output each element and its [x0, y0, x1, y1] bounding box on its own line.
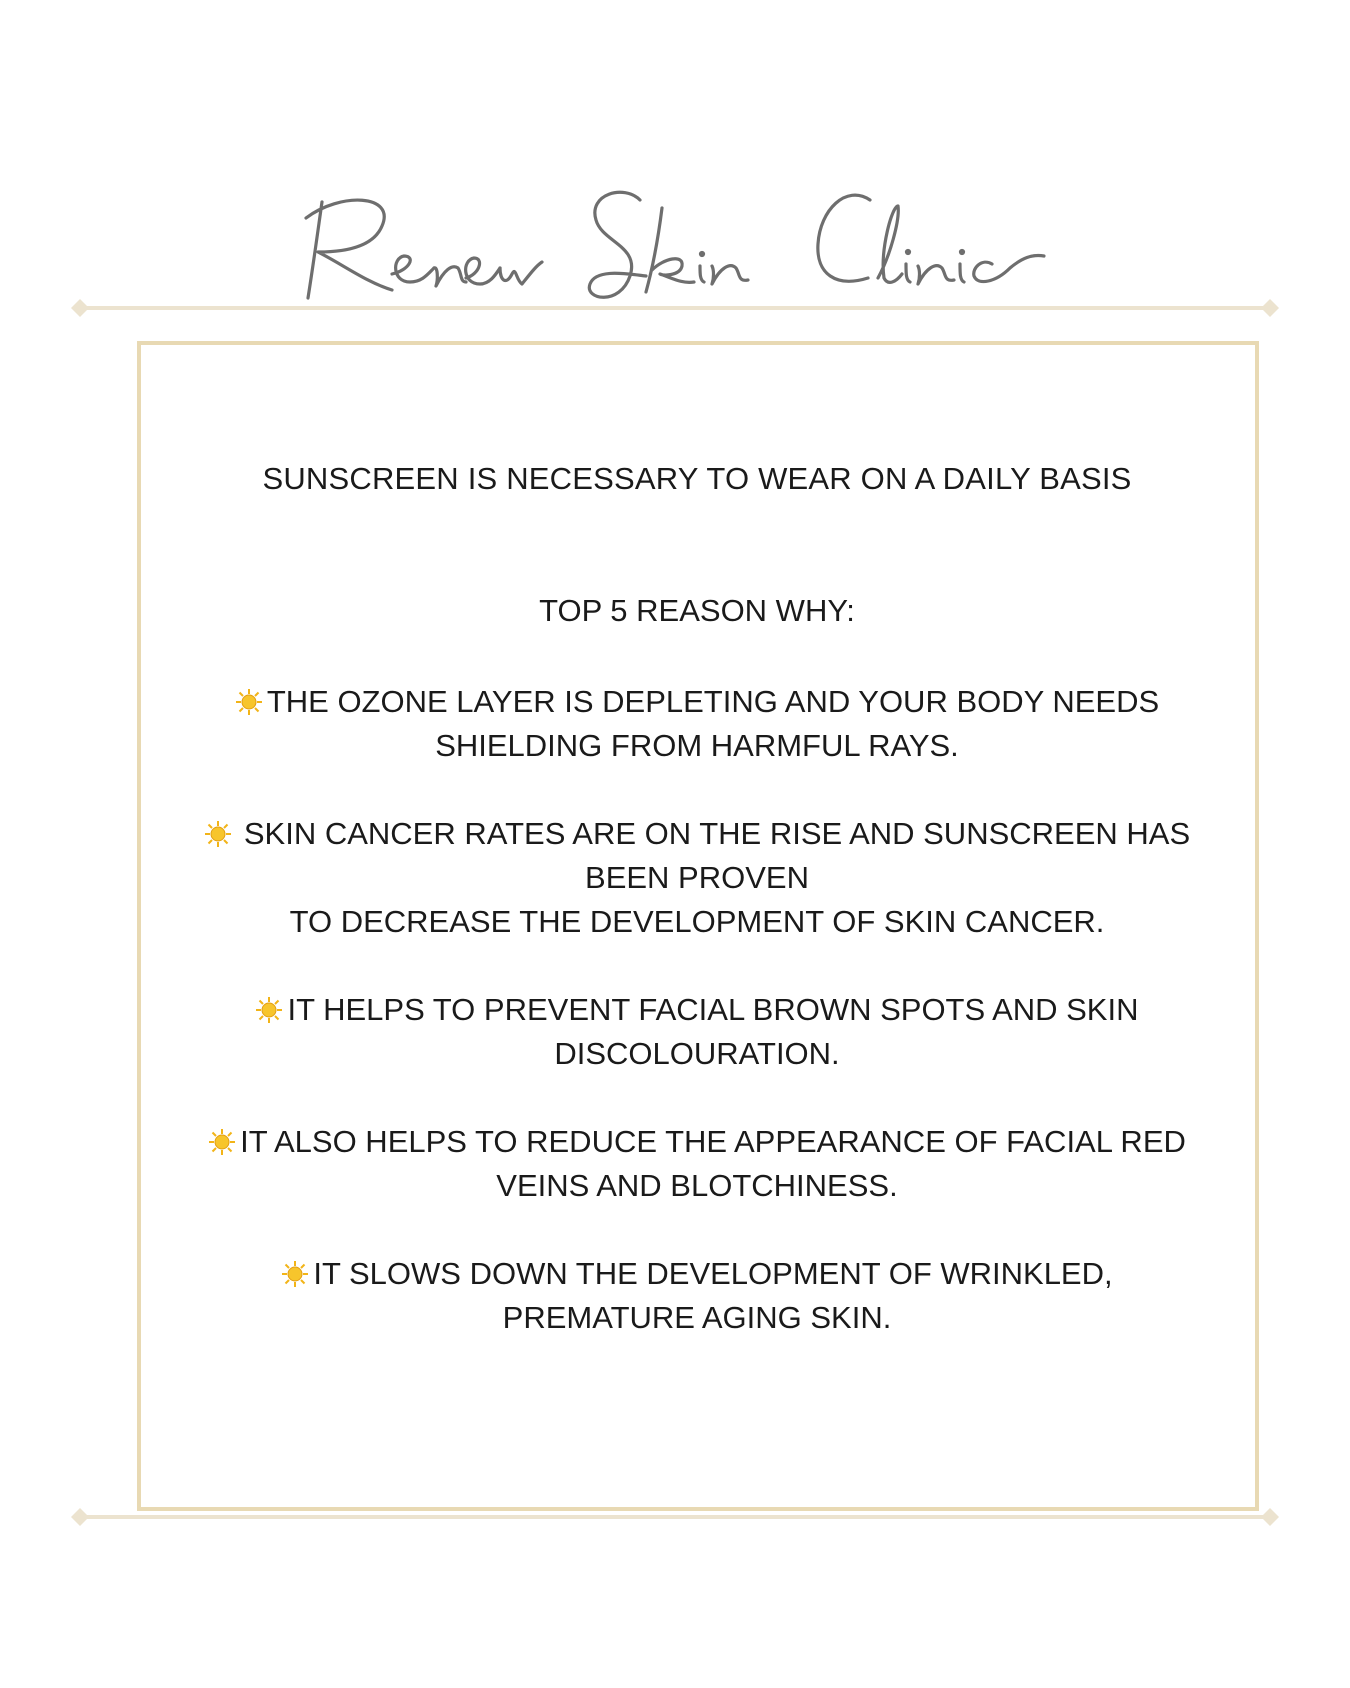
reason-line: TO DECREASE THE DEVELOPMENT OF SKIN CANCER.	[289, 904, 1105, 939]
reason-line: DISCOLOURATION.	[554, 1036, 840, 1071]
reason-line: PREMATURE AGING SKIN.	[502, 1300, 892, 1335]
reason-line: VEINS AND BLOTCHINESS.	[496, 1168, 898, 1203]
reason-line: IT HELPS TO PREVENT FACIAL BROWN SPOTS AND SKIN	[170, 988, 1224, 1032]
sun-icon	[204, 820, 232, 848]
reason-item-3	[170, 988, 1224, 1076]
reason-line: IT SLOWS DOWN THE DEVELOPMENT OF WRINKLED,	[170, 1252, 1224, 1296]
sun-icon	[255, 996, 283, 1024]
reason-line: BEEN PROVEN	[585, 860, 809, 895]
headline: SUNSCREEN IS NECESSARY TO WEAR ON A DAILY BASIS	[262, 461, 1132, 496]
reason-item-2	[170, 812, 1224, 944]
sun-icon	[208, 1128, 236, 1156]
reason-item-5	[170, 1252, 1224, 1340]
sun-icon	[281, 1260, 309, 1288]
reasons-heading: TOP 5 REASON WHY:	[539, 593, 855, 628]
reason-line: SHIELDING FROM HARMFUL RAYS.	[435, 728, 959, 763]
reason-line: SKIN CANCER RATES ARE ON THE RISE AND SUNSCREEN HAS	[170, 812, 1224, 856]
reason-line: THE OZONE LAYER IS DEPLETING AND YOUR BODY NEEDS	[170, 680, 1224, 724]
reason-item-4	[170, 1120, 1224, 1208]
bottom-divider	[70, 1506, 1280, 1528]
top-divider	[70, 297, 1280, 319]
reason-line: IT ALSO HELPS TO REDUCE THE APPEARANCE OF FACIAL RED	[170, 1120, 1224, 1164]
sun-icon	[235, 688, 263, 716]
reason-item-1	[170, 680, 1224, 768]
